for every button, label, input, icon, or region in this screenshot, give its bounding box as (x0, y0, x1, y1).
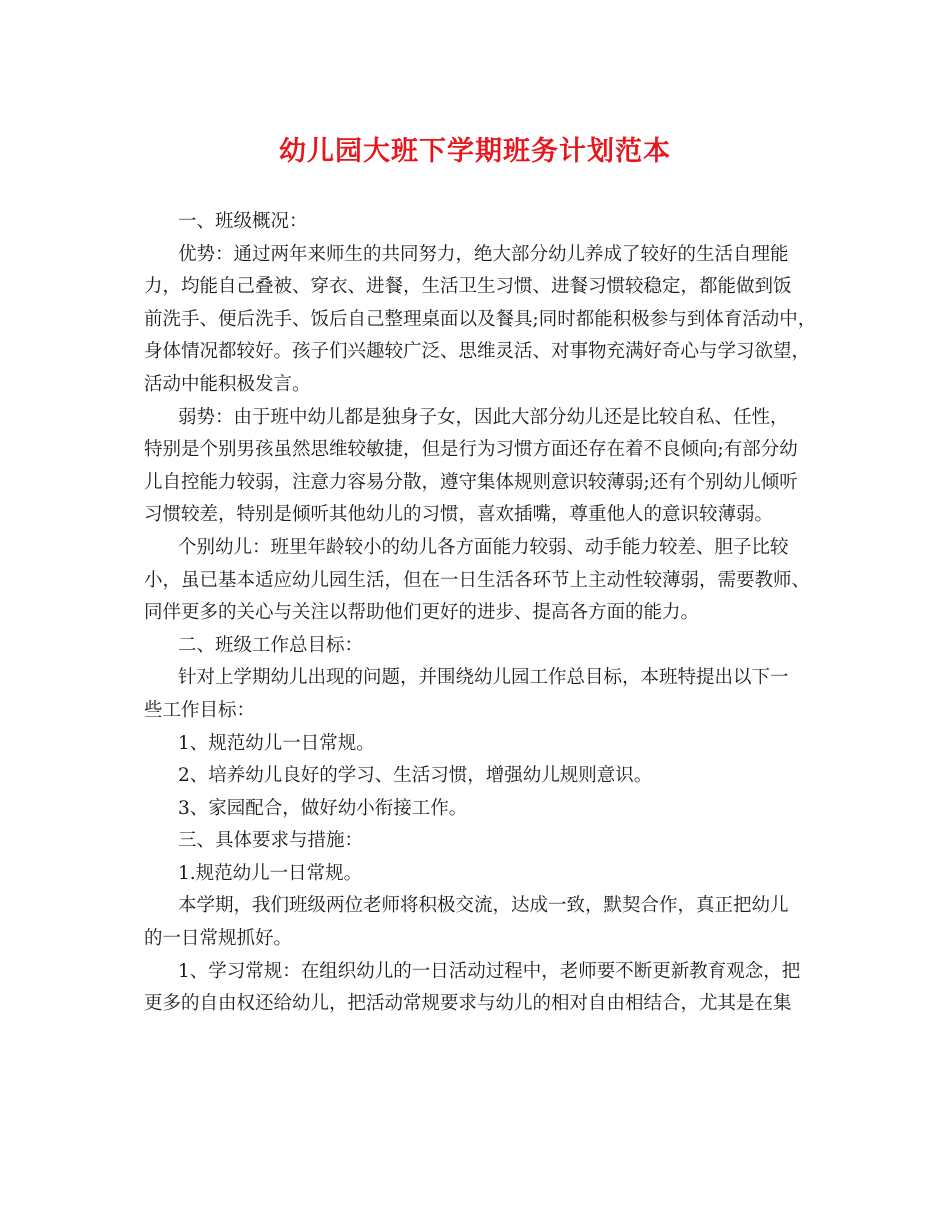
body-line: 身体情况都较好。孩子们兴趣较广泛、思维灵活、对事物充满好奇心与学习欲望， (144, 341, 811, 363)
body-line: 儿自控能力较弱，注意力容易分散，遵守集体规则意识较薄弱;还有个别幼儿倾听 (144, 471, 798, 493)
document-body (144, 206, 817, 1021)
body-line: 1.规范幼儿一日常规。 (178, 862, 363, 884)
body-line: 的一日常规抓好。 (144, 928, 293, 950)
body-line: 3、家园配合，做好幼小衔接工作。 (178, 797, 468, 819)
body-line: 些工作目标： (144, 699, 256, 721)
body-line: 活动中能积极发言。 (144, 373, 311, 395)
body-line: 前洗手、便后洗手、饭后自己整理桌面以及餐具;同时都能积极参与到体育活动中， (144, 308, 817, 330)
document-title: 幼儿园大班下学期班务计划范本 (279, 136, 671, 167)
body-line: 三、具体要求与措施： (178, 830, 364, 852)
body-line: 二、班级工作总目标： (178, 634, 364, 656)
body-line: 1、规范幼儿一日常规。 (178, 732, 375, 754)
body-line: 针对上学期幼儿出现的问题，并围绕幼儿园工作总目标，本班特提出以下一 (178, 667, 789, 689)
body-line: 优势：通过两年来师生的共同努力，绝大部分幼儿养成了较好的生活自理能 (178, 243, 789, 265)
body-line: 弱势：由于班中幼儿都是独身子女，因此大部分幼儿还是比较自私、任性， (178, 406, 789, 428)
body-line: 小，虽已基本适应幼儿园生活，但在一日生活各环节上主动性较薄弱，需要教师、 (144, 569, 811, 591)
body-line: 更多的自由权还给幼儿，把活动常规要求与幼儿的相对自由相结合，尤其是在集 (144, 993, 792, 1015)
body-line: 力，均能自己叠被、穿衣、进餐，生活卫生习惯、进餐习惯较稳定，都能做到饭 (144, 276, 792, 298)
body-line: 特别是个别男孩虽然思维较敏捷，但是行为习惯方面还存在着不良倾向;有部分幼 (144, 439, 798, 461)
body-line: 习惯较差，特别是倾听其他幼儿的习惯，喜欢插嘴，尊重他人的意识较薄弱。 (144, 504, 774, 526)
body-line: 2、培养幼儿良好的学习、生活习惯，增强幼儿规则意识。 (178, 765, 653, 787)
body-line: 同伴更多的关心与关注以帮助他们更好的进步、提高各方面的能力。 (144, 602, 700, 624)
body-line: 一、班级概况： (178, 211, 308, 232)
body-line: 本学期，我们班级两位老师将积极交流，达成一致，默契合作，真正把幼儿 (178, 895, 789, 917)
body-line: 个别幼儿：班里年龄较小的幼儿各方面能力较弱、动手能力较差、胆子比较 (178, 536, 789, 558)
body-line: 1、学习常规：在组织幼儿的一日活动过程中，老师要不断更新教育观念，把 (178, 960, 801, 982)
